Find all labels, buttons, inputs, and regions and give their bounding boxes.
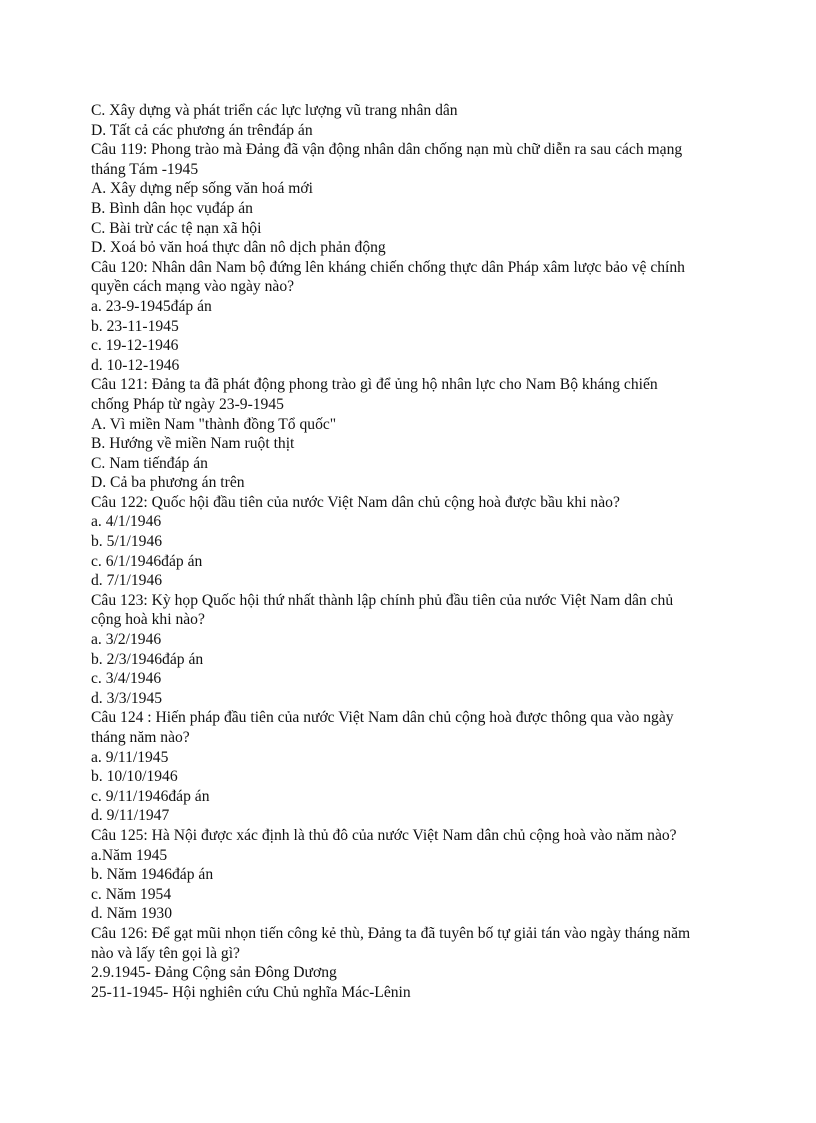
answer-option: C. Nam tiếnđáp án xyxy=(91,454,208,472)
answer-option: b. 23-11-1945 xyxy=(91,317,179,335)
answer-option: b. 10/10/1946 xyxy=(91,768,178,786)
question-line: Câu 123: Kỳ họp Quốc hội thứ nhất thành lập chính phủ đầu tiên của nước Việt Nam dân chủ xyxy=(91,591,674,609)
answer-option: 25-11-1945- Hội nghiên cứu Chủ nghĩa Mác-Lênin xyxy=(91,983,411,1001)
answer-option: a. 3/2/1946 xyxy=(91,631,162,649)
question-line: Câu 122: Quốc hội đầu tiên của nước Việt Nam dân chủ cộng hoà được bầu khi nào? xyxy=(91,493,620,511)
answer-option: D. Cả ba phương án trên xyxy=(91,474,245,492)
answer-option: b. 5/1/1946 xyxy=(91,533,163,551)
answer-option: c. 3/4/1946 xyxy=(91,670,162,688)
question-line: Câu 121: Đảng ta đã phát động phong trào gì để ủng hộ nhân lực cho Nam Bộ kháng chiến xyxy=(91,376,658,394)
answer-option: d. 10-12-1946 xyxy=(91,356,180,374)
question-line: Câu 126: Để gạt mũi nhọn tiến công kẻ thù, Đảng ta đã tuyên bố tự giải tán vào ngày tháng năm xyxy=(91,924,691,942)
answer-option: A. Vì miền Nam "thành đồng Tổ quốc" xyxy=(91,415,337,433)
answer-option: a. 9/11/1945 xyxy=(91,748,169,766)
answer-option: d. 7/1/1946 xyxy=(91,572,163,590)
answer-option: D. Xoá bỏ văn hoá thực dân nô dịch phản động xyxy=(91,239,386,257)
question-line: Câu 119: Phong trào mà Đảng đã vận động nhân dân chống nạn mù chữ diễn ra sau cách mạng xyxy=(91,141,683,159)
answer-option: a.Năm 1945 xyxy=(91,846,168,864)
question-line: tháng Tám -1945 xyxy=(91,160,199,178)
question-line: chống Pháp từ ngày 23-9-1945 xyxy=(91,395,284,413)
document-page xyxy=(91,101,731,1002)
answer-option: d. Năm 1930 xyxy=(91,905,172,923)
answer-option: c. Năm 1954 xyxy=(91,885,172,903)
answer-option: c. 19-12-1946 xyxy=(91,337,179,355)
answer-option: b. Năm 1946đáp án xyxy=(91,866,214,884)
answer-option: A. Xây dựng nếp sống văn hoá mới xyxy=(91,180,313,198)
question-line: Câu 125: Hà Nội được xác định là thủ đô của nước Việt Nam dân chủ cộng hoà vào năm nào? xyxy=(91,826,677,844)
answer-option: C. Bài trừ các tệ nạn xã hội xyxy=(91,219,262,237)
question-line: cộng hoà khi nào? xyxy=(91,611,205,629)
question-line: nào và lấy tên gọi là gì? xyxy=(91,944,240,962)
answer-option: d. 3/3/1945 xyxy=(91,689,163,707)
answer-option: a. 23-9-1945đáp án xyxy=(91,297,212,315)
question-line: Câu 124 : Hiến pháp đầu tiên của nước Việt Nam dân chủ cộng hoà được thông qua vào ngày xyxy=(91,709,674,727)
question-line: tháng năm nào? xyxy=(91,729,190,746)
question-line: Câu 120: Nhân dân Nam bộ đứng lên kháng chiến chống thực dân Pháp xâm lược bảo vệ chính xyxy=(91,258,685,276)
answer-option: B. Hướng về miền Nam ruột thịt xyxy=(91,435,295,453)
answer-option: B. Bình dân học vụđáp án xyxy=(91,199,253,217)
answer-option: c. 9/11/1946đáp án xyxy=(91,787,210,805)
answer-option: 2.9.1945- Đảng Cộng sản Đông Dương xyxy=(91,964,337,982)
text-line: D. Tất cả các phương án trênđáp án xyxy=(91,121,313,139)
question-line: quyền cách mạng vào ngày nào? xyxy=(91,278,295,296)
answer-option: a. 4/1/1946 xyxy=(91,513,162,531)
answer-option: d. 9/11/1947 xyxy=(91,807,170,825)
text-line: C. Xây dựng và phát triển các lực lượng vũ trang nhân dân xyxy=(91,102,458,119)
answer-option: b. 2/3/1946đáp án xyxy=(91,650,204,668)
answer-option: c. 6/1/1946đáp án xyxy=(91,552,203,570)
